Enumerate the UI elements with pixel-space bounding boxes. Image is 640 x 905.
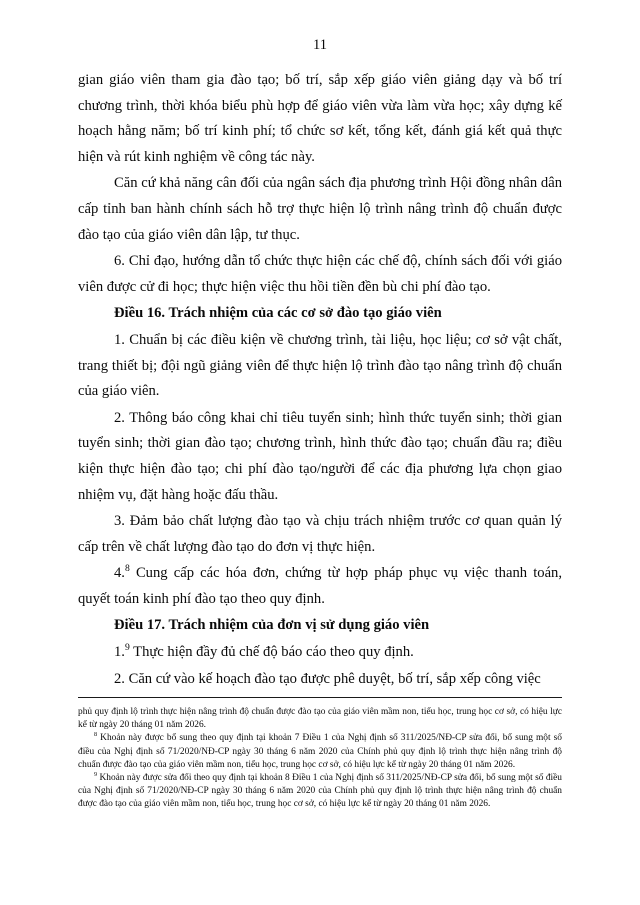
item-text: Cung cấp các hóa đơn, chứng từ hợp pháp phục vụ việc thanh toán, quyết toán kinh phí đào tạo theo quy định.: [78, 565, 562, 607]
footnote-text: Khoản này được bổ sung theo quy định tại khoản 7 Điều 1 của Nghị định số 311/2025/NĐ-CP sửa đổi, bổ sung một số điều của Nghị định số 71/2020/NĐ-CP ngày 30 tháng 6 năm 2020 của Chính phủ quy định lộ trình thực hiện nâng trình độ chuẩn được đào tạo của giáo viên mầm non, tiểu học, trung học cơ sở, có hiệu lực kể từ ngày 20 tháng 01 năm 2026.: [78, 733, 562, 770]
paragraph-dieu16-item-2: 2. Thông báo công khai chỉ tiêu tuyển sinh; hình thức tuyển sinh; thời gian tuyển sinh; thời gian đào tạo; chương trình, hình thức đào tạo; chuẩn đầu ra; điều kiện thực hiện đào tạo; chi phí đào tạo/người để các địa phương lựa chọn giao nhiệm vụ, đặt hàng hoặc đấu thầu.: [78, 409, 562, 503]
item-text: Thực hiện đầy đủ chế độ báo cáo theo quy định.: [129, 644, 414, 661]
footnote-8: [78, 732, 562, 772]
footnote-area: [78, 706, 562, 812]
footnote-number-8: 8: [94, 731, 98, 739]
paragraph-dieu17-item-2: 2. Căn cứ vào kế hoạch đào tạo được phê duyệt, bố trí, sắp xếp công việc: [114, 670, 541, 687]
paragraph-dieu16-item-4: [78, 561, 562, 612]
footnote-text: Khoản này được sửa đổi theo quy định tại khoản 8 Điều 1 của Nghị định số 311/2025/NĐ-CP sửa đổi, bổ sung một số điều của Nghị định số 71/2020/NĐ-CP ngày 30 tháng 6 năm 2020 của Chính phủ quy định lộ trình thực hiện nâng trình độ chuẩn được đào tạo của giáo viên mầm non, tiểu học, trung học cơ sở, có hiệu lực kể từ ngày 20 tháng 01 năm 2026.: [78, 773, 562, 810]
paragraph-dieu16-item-1: 1. Chuẩn bị các điều kiện về chương trình, tài liệu, học liệu; cơ sở vật chất, trang thiết bị; đội ngũ giảng viên để thực hiện lộ trình đào tạo nâng trình độ chuẩn của giáo viên.: [78, 331, 562, 400]
item-number: 1.: [114, 644, 125, 661]
heading-dieu-17: Điều 17. Trách nhiệm của đơn vị sử dụng giáo viên: [114, 617, 430, 634]
paragraph-can-cu: Căn cứ khả năng cân đối của ngân sách địa phương trình Hội đồng nhân dân cấp tỉnh ban hành chính sách hỗ trợ thực hiện lộ trình nâng trình độ chuẩn được đào tạo của giáo viên dân lập, tư thục.: [78, 175, 562, 243]
footnote-marker-9: 9: [124, 642, 130, 654]
item-number: 4.: [114, 565, 125, 582]
paragraph-dieu17-item-1: [78, 640, 562, 666]
paragraph-item-6: 6. Chỉ đạo, hướng dẫn tổ chức thực hiện các chế độ, chính sách đối với giáo viên được cử đi học; thực hiện việc thu hồi tiền đền bù chi phí đào tạo.: [78, 253, 562, 295]
paragraph-dieu16-item-3: 3. Đảm bảo chất lượng đào tạo và chịu trách nhiệm trước cơ quan quản lý cấp trên về chất lượng đào tạo do đơn vị thực hiện.: [78, 513, 562, 555]
footnote-marker-8: 8: [124, 563, 130, 575]
footnote-continued: phủ quy định lộ trình thực hiện nâng trình độ chuẩn được đào tạo của giáo viên mầm non, tiểu học, trung học cơ sở, có hiệu lực kể từ ngày 20 tháng 01 năm 2026.: [78, 707, 562, 731]
page-number: 11: [313, 37, 327, 53]
document-body: [78, 68, 562, 693]
heading-dieu-16: Điều 16. Trách nhiệm của các cơ sở đào tạo giáo viên: [114, 305, 442, 322]
footnote-separator: [78, 697, 562, 698]
paragraph-continuation: gian giáo viên tham gia đào tạo; bố trí, sắp xếp giáo viên giảng dạy và bố trí chương trình, thời khóa biểu phù hợp để giáo viên vừa làm vừa học; xây dựng kế hoạch hằng năm; bố trí kinh phí; tổ chức sơ kết, tổng kết, đánh giá kết quả thực hiện và rút kinh nghiệm về công tác này.: [78, 72, 562, 165]
footnote-9: [78, 772, 562, 812]
footnote-number-9: 9: [94, 770, 98, 778]
